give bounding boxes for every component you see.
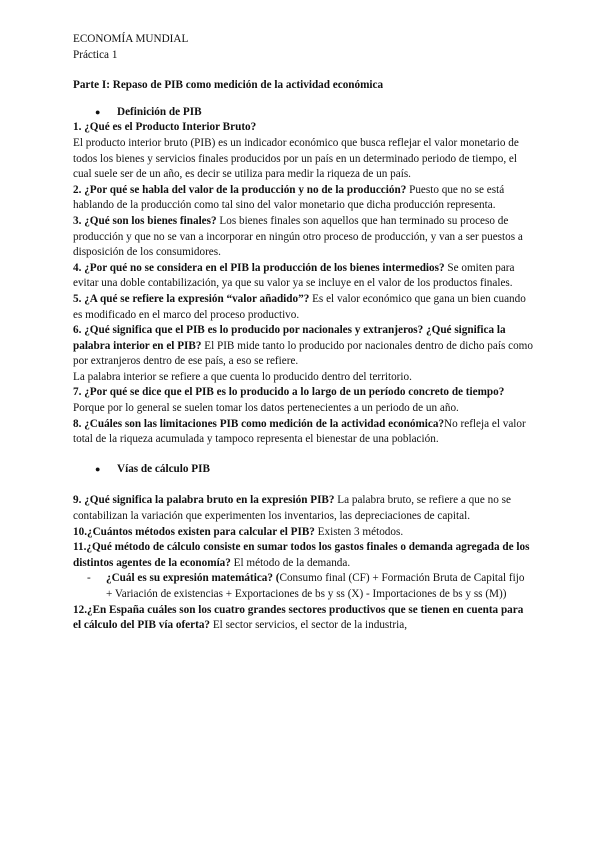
practice-label: Práctica 1 <box>73 48 118 61</box>
question: 9. ¿Qué significa la palabra bruto en la expresión PIB? <box>73 494 335 507</box>
answer: Existen 3 métodos. <box>314 525 404 538</box>
section-heading-methods <box>95 462 533 478</box>
sub-answer: Consumo final (CF) + Formación Bruta de Capital fijo + Variación de existencias + Exportaciones de bs y ss (X) - Importaciones de bs y ss (M)) <box>106 572 525 600</box>
qa-9 <box>73 493 533 524</box>
qa-3 <box>73 214 533 261</box>
qa-4 <box>73 261 533 292</box>
qa-1 <box>73 120 533 182</box>
question: 12.¿En España cuáles son los cuatro grandes sectores productivos que se tienen en cuenta para el cálculo del PIB vía oferta? <box>73 603 524 632</box>
qa-8 <box>73 417 533 448</box>
qa-5 <box>73 292 533 323</box>
question: 3. ¿Qué son los bienes finales? <box>73 214 217 227</box>
bullet-icon: ● <box>95 106 101 117</box>
answer: El método de la demanda. <box>230 556 351 569</box>
sub-item-formula <box>87 571 533 602</box>
answer: Los bienes finales son aquellos que han terminado su proceso de producción y que no se van a incorporar en ningún otro proceso de producción, y van a ser puestos a disposición de los consumidores. <box>73 214 523 259</box>
answer: La palabra bruto, se refiere a que no se contabilizan la variación que experimenten los inventarios, las depreciaciones de capital. <box>73 494 511 523</box>
bullet-icon: ● <box>95 463 101 474</box>
qa-7 <box>73 385 533 416</box>
answer: Porque por lo general se suelen tomar los datos pertenecientes a un periodo de un año. <box>73 402 459 415</box>
question: 8. ¿Cuáles son las limitaciones PIB como medición de la actividad económica? <box>73 417 445 430</box>
qa-12 <box>73 603 533 634</box>
answer: El producto interior bruto (PIB) es un indicador económico que busca reflejar el valor monetario de todos los bienes y servicios finales producidos por un país en un determinado periodo de tiempo, el cual suele ser de un año, es decir se utiliza para medir la riqueza de un país. <box>73 136 519 181</box>
question: 2. ¿Por qué se habla del valor de la producción y no de la producción? <box>73 183 407 196</box>
sub-item-text <box>106 571 533 602</box>
document-page <box>73 32 533 634</box>
question: 7. ¿Por qué se dice que el PIB es lo producido a lo largo de un período concreto de tiempo? <box>73 386 505 399</box>
qa-11 <box>73 540 533 571</box>
answer: Se omiten para evitar una doble contabilización, ya que su valor ya se incluye en el valor de los productos finales. <box>73 261 515 290</box>
answer: No refleja el valor total de la riqueza acumulada y tampoco representa el bienestar de una población. <box>73 417 526 446</box>
question: 1. ¿Qué es el Producto Interior Bruto? <box>73 121 257 134</box>
qa-2 <box>73 183 533 214</box>
answer: El PIB mide tanto lo producido por nacionales dentro de dicho país como por extranjeros dentro de ese país, a eso se refiere. <box>73 339 533 368</box>
answer-continued: La palabra interior se refiere a que cuenta lo producido dentro del territorio. <box>73 370 412 383</box>
sub-question: ¿Cuál es su expresión matemática? ( <box>106 572 280 585</box>
section-heading-definition <box>95 105 533 121</box>
question: 10.¿Cuántos métodos existen para calcular el PIB? <box>73 525 315 538</box>
question: 11.¿Qué método de cálculo consiste en sumar todos los gastos finales o demanda agregada de los distintos agentes de la economía? <box>73 541 530 569</box>
answer: Puesto que no se está hablando de la producción como tal sino del valor monetario que dicha producción representa. <box>73 183 505 212</box>
dash-marker: - <box>87 572 91 585</box>
answer: El sector servicios, el sector de la industria, <box>210 619 407 632</box>
qa-6 <box>73 323 533 385</box>
qa-10 <box>73 525 533 541</box>
question: 5. ¿A qué se refiere la expresión “valor añadido”? <box>73 292 310 305</box>
section-heading-text: Definición de PIB <box>117 105 202 118</box>
question: 4. ¿Por qué no se considera en el PIB la producción de los bienes intermedios? <box>73 261 445 274</box>
course-title: ECONOMÍA MUNDIAL <box>73 33 189 45</box>
part-title: Parte I: Repaso de PIB como medición de la actividad económica <box>73 79 384 92</box>
answer: Es el valor económico que gana un bien cuando es modificado en el marco del proceso productivo. <box>73 292 526 321</box>
section-heading-text: Vías de cálculo PIB <box>117 462 210 475</box>
question: 6. ¿Qué significa que el PIB es lo producido por nacionales y extranjeros? ¿Qué significa la palabra interior en el PIB? <box>73 324 506 352</box>
